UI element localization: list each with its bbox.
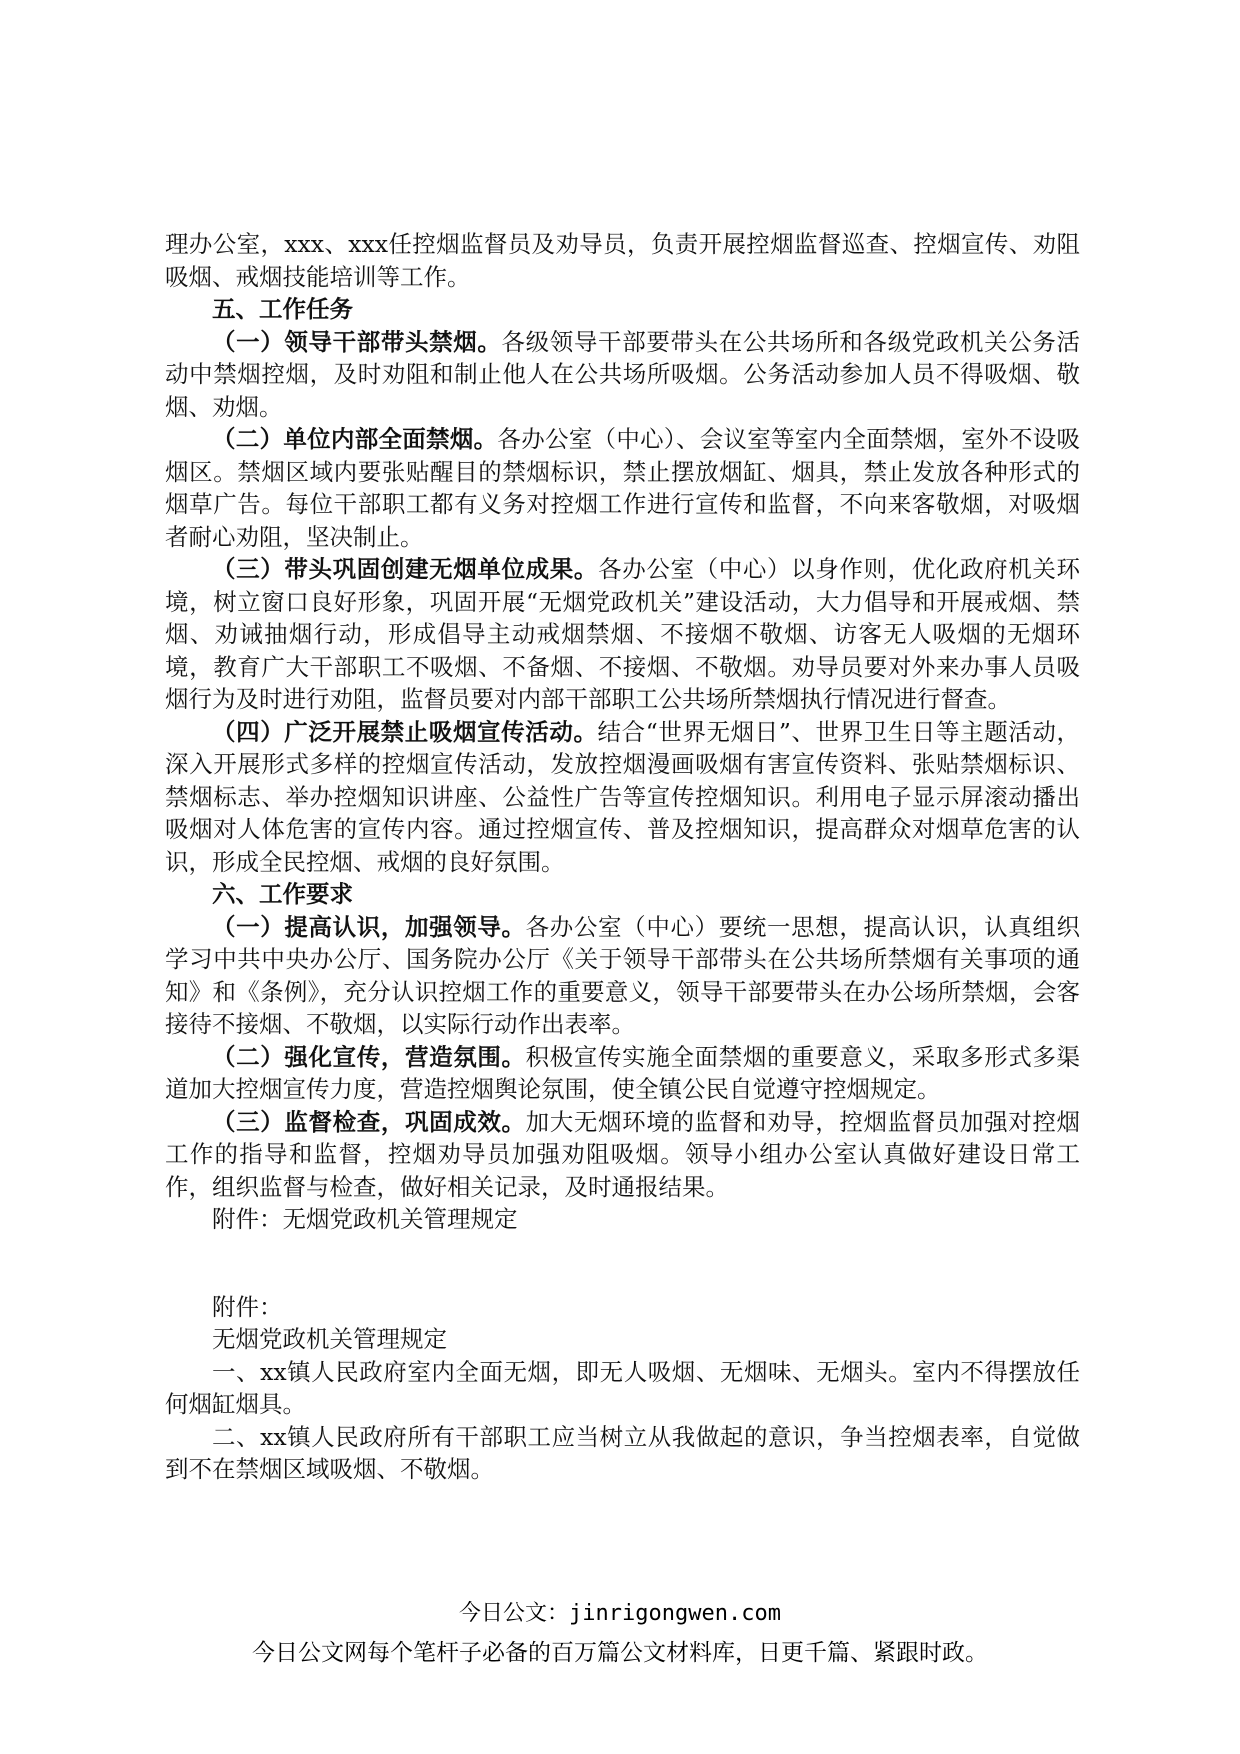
- paragraph-lead: （一）领导干部带头禁烟。: [212, 327, 502, 356]
- paragraph-lead: （四）广泛开展禁止吸烟宣传活动。: [212, 717, 598, 746]
- footer-slogan: 今日公文网每个笔杆子必备的百万篇公文材料库，日更千篇、紧跟时政。: [252, 1640, 988, 1666]
- footer-site-link[interactable]: jinrigongwen.com: [569, 1601, 781, 1626]
- paragraph: 二、xx镇人民政府所有干部职工应当树立从我做起的意识，争当控烟表率，自觉做到不在禁烟区域吸烟、不敬烟。: [165, 1422, 1080, 1483]
- paragraph-text: 加大无烟环境的监督和劝导，控烟监督员加强对控烟工作的指导和监督，控烟劝导员加强劝阻吸烟。领导小组办公室认真做好建设日常工作，组织监督与检查，做好相关记录，及时通报结果。: [165, 1107, 1080, 1201]
- section-heading: 五、工作任务: [212, 295, 353, 323]
- paragraph-text: 各办公室（中心）要统一思想，提高认识，认真组织学习中共中央办公厅、国务院办公厅《关于领导干部带头在公共场所禁烟有关事项的通知》和《条例》，充分认识控烟工作的重要意义，领导干部要带头在办公场所禁烟，会客接待不接烟、不敬烟，以实际行动作出表率。: [165, 912, 1080, 1038]
- paragraph-text: 各级领导干部要带头在公共场所和各级党政机关公务活动中禁烟控烟，及时劝阻和制止他人在公共场所吸烟。公务活动参加人员不得吸烟、敬烟、劝烟。: [165, 327, 1081, 421]
- paragraph-text: 积极宣传实施全面禁烟的重要意义，采取多形式多渠道加大控烟宣传力度，营造控烟舆论氛围，使全镇公民自觉遵守控烟规定。: [165, 1042, 1080, 1103]
- paragraph-text: 结合“世界无烟日”、世界卫生日等主题活动，深入开展形式多样的控烟宣传活动，发放控烟漫画吸烟有害宣传资料、张贴禁烟标识、禁烟标志、举办控烟知识讲座、公益性广告等宣传控烟知识。利用电子显示屏滚动播出吸烟对人体危害的宣传内容。通过控烟宣传、普及控烟知识，提高群众对烟草危害的认识，形成全民控烟、戒烟的良好氛围。: [165, 717, 1081, 876]
- attachment-label: 附件：: [212, 1292, 283, 1321]
- paragraph-lead: （一）提高认识，加强领导。: [212, 912, 526, 941]
- paragraph: [165, 911, 1080, 1041]
- document-body: [165, 228, 1080, 1486]
- attachment-title: 无烟党政机关管理规定: [212, 1325, 447, 1353]
- paragraph: 一、xx镇人民政府室内全面无烟，即无人吸烟、无烟味、无烟头。室内不得摆放任何烟缸烟具。: [165, 1357, 1080, 1418]
- paragraph-lead: （三）监督检查，巩固成效。: [212, 1107, 526, 1136]
- paragraph-lead: （三）带头巩固创建无烟单位成果。: [212, 555, 599, 583]
- paragraph-lead: （二）强化宣传，营造氛围。: [212, 1042, 526, 1071]
- paragraph: [165, 326, 1080, 424]
- paragraph: [165, 423, 1080, 553]
- section-heading: 六、工作要求: [212, 880, 353, 908]
- paragraph-text: 各办公室（中心）、会议室等室内全面禁烟，室外不设吸烟区。禁烟区域内要张贴醒目的禁烟标识，禁止摆放烟缸、烟具，禁止发放各种形式的烟草广告。每位干部职工都有义务对控烟工作进行宣传和监督，不向来客敬烟，对吸烟者耐心劝阻，坚决制止。: [165, 425, 1081, 551]
- paragraph: 理办公室，xxx、xxx任控烟监督员及劝导员，负责开展控烟监督巡查、控烟宣传、劝阻吸烟、戒烟技能培训等工作。: [165, 230, 1080, 291]
- paragraph: [165, 1041, 1080, 1106]
- paragraph: [165, 1106, 1080, 1204]
- paragraph-lead: （二）单位内部全面禁烟。: [212, 425, 498, 453]
- spacer: [165, 1236, 1080, 1291]
- paragraph: [165, 716, 1080, 879]
- paragraph: [165, 553, 1080, 716]
- paragraph-text: 各办公室（中心）以身作则，优化政府机关环境，树立窗口良好形象，巩固开展“无烟党政机关”建设活动，大力倡导和开展戒烟、禁烟、劝诫抽烟行动，形成倡导主动戒烟禁烟、不接烟不敬烟、访客无人吸烟的无烟环境，教育广大干部职工不吸烟、不备烟、不接烟、不敬烟。劝导员要对外来办事人员吸烟行为及时进行劝阻，监督员要对内部干部职工公共场所禁烟执行情况进行督查。: [165, 555, 1081, 713]
- footer-site: [0, 1596, 1240, 1627]
- footer-site-label: 今日公文：: [459, 1601, 570, 1626]
- attachment-note: 附件：无烟党政机关管理规定: [212, 1205, 518, 1233]
